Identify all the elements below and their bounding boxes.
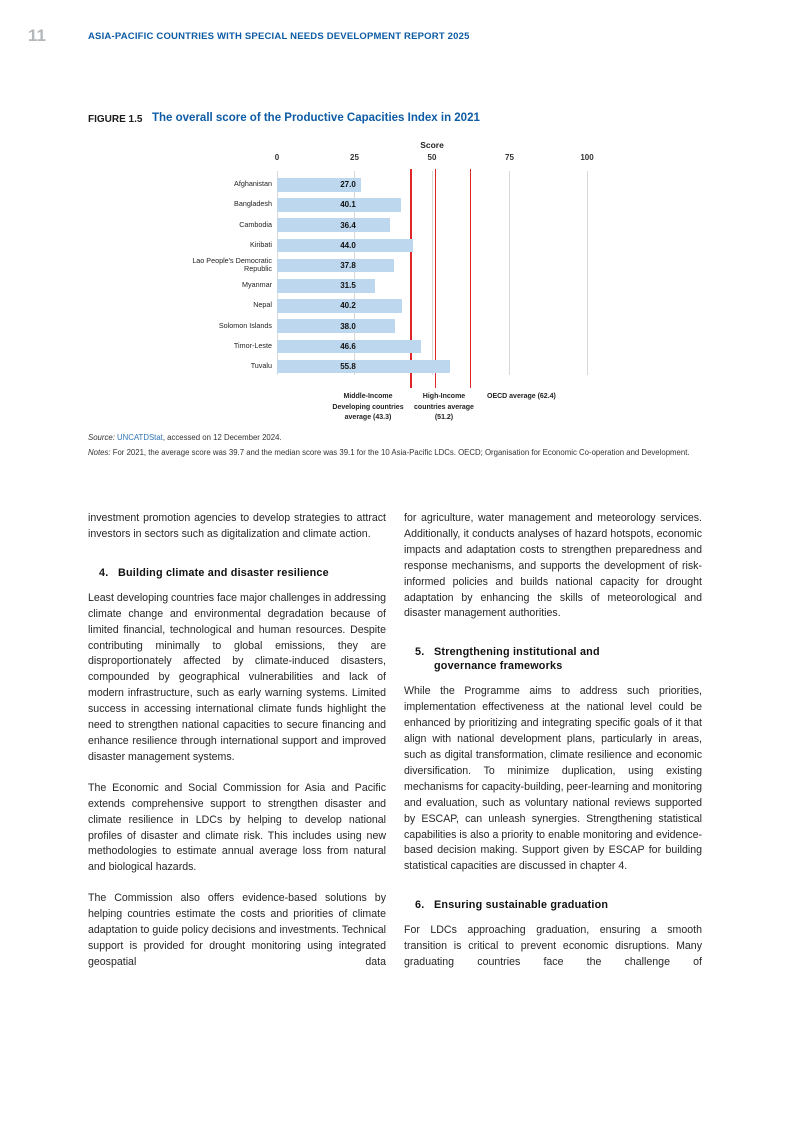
source-link[interactable]: UNCATDStat [117,433,163,442]
bar-value-label: 38.0 [340,321,356,331]
reference-line [470,169,472,388]
country-label: Cambodia [239,219,272,229]
page-number: 11 [28,26,46,45]
source-text: , accessed on 12 December 2024. [162,433,282,442]
figure-title: The overall score of the Productive Capacities Index in 2021 [152,112,480,124]
section-heading [88,566,386,580]
bar-value-label: 40.2 [340,301,356,311]
country-label: Bangladesh [234,199,272,209]
heading-text: Strengthening institutional and governance frameworks [434,646,600,673]
bar-value-label: 46.6 [340,341,356,351]
source-line [88,433,282,442]
paragraph: The Commission also offers evidence-based solutions by helping countries estimate the costs and priorities of climate adaptation to guide policy decisions and investments. Technical support is provided for drought monitoring using integrated geospatial data [88,892,386,968]
country-label: Solomon Islands [218,320,272,330]
heading-number: 4. [99,566,109,579]
notes-text: For 2021, the average score was 39.7 and the median score was 39.1 for the 10 Asia-Pacific LDCs. OECD; Organisation for Economic Co-operation and Development. [112,448,690,457]
country-label: Tuvalu [250,361,272,371]
x-axis-tick-label: 75 [505,153,514,162]
heading-number: 6. [415,899,425,912]
paragraph: investment promotion agencies to develop strategies to attract investors in sectors such as digitalization and climate action. [88,512,386,540]
section-heading [404,645,702,673]
report-header-title: ASIA-PACIFIC COUNTRIES WITH SPECIAL NEEDS DEVELOPMENT REPORT 2025 [88,31,470,42]
bar-value-label: 37.8 [340,261,356,270]
bar-value-label: 55.8 [340,362,356,371]
paragraph: Least developing countries face major challenges in addressing climate change and environmental degradation because of limited financial, technological and human resources. Despite contributing minimally to global emissions, they are disproportionately affected by climate-induced disasters, compounded by geographical vulnerabilities and lack of modern infrastructure, such as early warning systems. Limited success in accessing international climate funds highlight the need to strengthen national capacities to secure financing and enhance resilience through international support and improved disaster management systems. [88,591,386,763]
figure-label: FIGURE 1.5 [88,114,143,125]
reference-line [435,169,437,388]
country-label: Afghanistan [234,179,272,189]
x-axis-tick-label: 50 [427,153,437,162]
gridline [587,171,588,375]
heading-text: Ensuring sustainable graduation [434,899,609,912]
country-label: Lao People's Democratic Republic [192,255,272,274]
body-column-right [404,511,702,986]
x-axis-tick-label: 0 [274,153,280,162]
bar-value-label: 40.1 [340,200,356,210]
paragraph: for agriculture, water management and meteorology services. Additionally, it conducts analyses of hazard hotspots, economic impacts and adaptation costs to strengthen preparedness and response mechanisms, and supports the development of risk-informed policies and builds national capacity for drought adaptation by enhancing the skills of meteorological and disaster management authorities. [404,512,702,620]
paragraph: While the Programme aims to address such priorities, implementation effectiveness at the national level could be enhanced by prioritizing and integrating specific goals of it that align with national development plans, particularly in areas, such as digital transformation, climate resilience and economic diversification. To minimize duplication, using existing mechanisms for capacity-building, peer-learning and monitoring and evaluation, such as voluntary national reviews supported by ESCAP, can unleash synergies. Strengthening statistical capabilities is also a priority to enable monitoring and evidence-based decision making. Support given by ESCAP for building statistical capacities are discussed in chapter 4. [404,685,702,873]
body-column-left [88,511,386,986]
bar-value-label: 36.4 [340,220,356,230]
bar-value-label: 31.5 [340,281,356,291]
bar-value-label: 44.0 [340,240,356,250]
gridline [432,171,433,375]
country-label: Kiribati [250,239,272,249]
notes-line [88,447,706,458]
country-label: Nepal [253,300,272,310]
x-axis-tick-label: 25 [350,153,359,162]
paragraph: For LDCs approaching graduation, ensuring a smooth transition is critical to prevent economic disruptions. Many graduating countries face the challenge of [404,924,702,969]
bar-value-label: 27.0 [340,180,356,190]
country-label: Myanmar [242,280,272,290]
section-heading [404,898,702,912]
country-label: Timor-Leste [233,340,272,350]
pci-bar-chart [0,140,793,436]
heading-text: Building climate and disaster resilience [118,566,329,579]
paragraph: The Economic and Social Commission for Asia and Pacific extends comprehensive support to strengthen disaster and climate resilience in LDCs by helping to develop national profiles of disaster and climate risk. This includes using new methodologies to estimate annual average loss from natural and biological hazards. [88,781,386,874]
reference-line-label: Middle-Income Developing countries average (43.3) [332,393,404,421]
reference-line-label: High-Income countries average (51.2) [414,393,474,421]
x-axis-tick-label: 100 [580,153,594,162]
chart-axis-title: Score [420,140,444,150]
source-label: Source: [88,433,118,442]
reference-line-label: OECD average (62.4) [487,393,556,400]
heading-number: 5. [415,646,425,659]
notes-label: Notes: [88,448,113,457]
gridline [509,171,510,375]
